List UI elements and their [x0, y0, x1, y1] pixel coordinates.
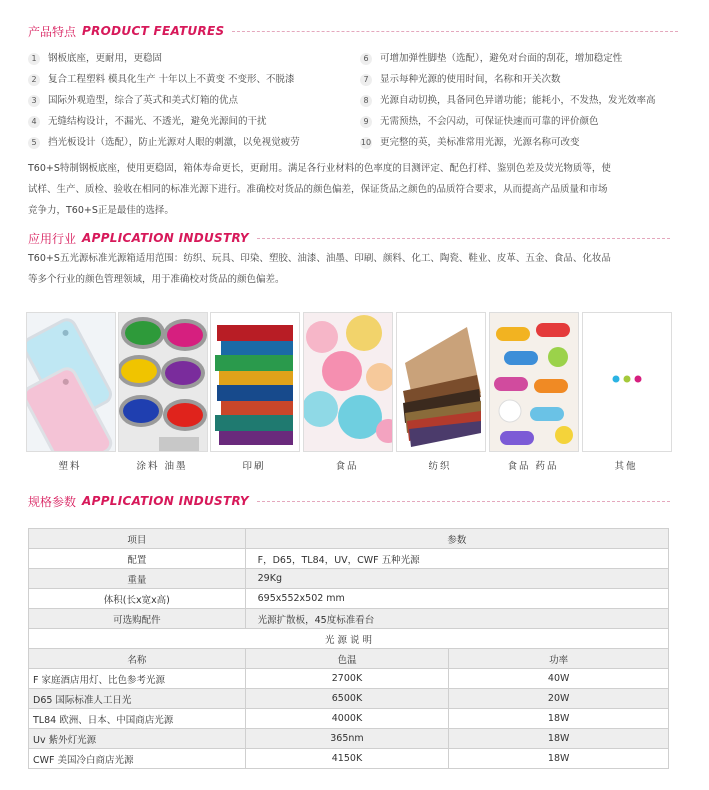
section-divider [257, 238, 670, 239]
light-name: D65 国际标准人工日光 [29, 689, 246, 709]
feature-text: 钢板底座，更耐用，更稳固 [48, 53, 163, 64]
gallery-label: 塑料 [58, 461, 82, 472]
gallery-label: 其他 [614, 461, 638, 472]
pills-picture [490, 313, 578, 451]
other-image [582, 312, 672, 452]
fabrics-picture [397, 313, 485, 451]
feature-text: 更完整的英，美标准常用光源，光源名称可改变 [380, 137, 580, 148]
feature-text: 显示每种光源的使用时间，名称和开关次数 [380, 74, 561, 85]
feature-item [360, 73, 561, 87]
feature-item [360, 94, 656, 108]
table-row [29, 729, 669, 749]
light-power: 40W [449, 669, 669, 689]
light-name: Uv 紫外灯光源 [29, 729, 246, 749]
light-temp: 4000K [245, 709, 449, 729]
gallery-label: 涂料 油墨 [136, 461, 188, 472]
spec-title-en: APPLICATION INDUSTRY [82, 494, 249, 508]
table-row [29, 609, 669, 629]
feature-number: 8 [360, 95, 372, 107]
feature-number: 3 [28, 95, 40, 107]
feature-number: 5 [28, 137, 40, 149]
feature-item [360, 52, 622, 66]
light-temp: 6500K [245, 689, 449, 709]
light-title-row [29, 629, 669, 649]
light-header-temp: 色温 [245, 649, 449, 669]
medicine-image [489, 312, 579, 452]
header-item: 项目 [29, 529, 246, 549]
spec-value: 695x552x502 mm [245, 589, 668, 609]
spec-key: 可选购配件 [29, 609, 246, 629]
industry-line: T60+S五光源标准光源箱适用范围：纺织、玩具、印染、塑胶、油漆、油墨、印刷、颜料、化工、陶瓷、鞋业、皮革、五金、食品、化妆品 [28, 253, 611, 264]
feature-number: 1 [28, 53, 40, 65]
feature-text: 无缝结构设计，不漏光、不透光，避免光源间的干扰 [48, 116, 267, 127]
table-row [29, 689, 669, 709]
industry-title-en: APPLICATION INDUSTRY [82, 231, 249, 245]
section-divider [232, 31, 678, 32]
table-row [29, 669, 669, 689]
phone-cases-picture [27, 313, 115, 451]
feature-item [28, 94, 238, 108]
header-param: 参数 [245, 529, 668, 549]
spec-key: 配置 [29, 549, 246, 569]
feature-number: 9 [360, 116, 372, 128]
three-dots-icon [583, 313, 671, 451]
industry-section-title [28, 229, 670, 247]
table-row [29, 549, 669, 569]
feature-number: 7 [360, 74, 372, 86]
spec-value: 光源扩散板，45度标准看台 [245, 609, 668, 629]
industry-title-cn: 应用行业 [28, 231, 77, 246]
spec-value: 29Kg [245, 569, 668, 589]
feature-number: 4 [28, 116, 40, 128]
spec-section-title [28, 492, 670, 510]
plastic-image [26, 312, 116, 452]
intro-line: 试样、生产、质检、验收在相同的标准光源下进行。准确校对货品的颜色偏差，保证货品之颜色的品质符合要求，从而提高产品质量和市场 [28, 184, 608, 195]
light-temp: 4150K [245, 749, 449, 769]
gallery-label: 纺织 [428, 461, 452, 472]
light-name: TL84 欧洲、日本、中国商店光源 [29, 709, 246, 729]
light-power: 20W [449, 689, 669, 709]
table-row [29, 589, 669, 609]
light-power: 18W [449, 729, 669, 749]
feature-item [360, 115, 599, 129]
light-section-title: 光 源 说 明 [29, 629, 669, 649]
feature-number: 2 [28, 74, 40, 86]
paint-image [118, 312, 208, 452]
spec-table [28, 528, 669, 769]
feature-text: 复合工程塑料 模具化生产 十年以上不黄变 不变形、不脱漆 [48, 74, 295, 85]
industry-line: 等多个行业的颜色管理领域，用于准确校对货品的颜色偏差。 [28, 274, 285, 285]
intro-line: 竞争力，T60+S正是最佳的选择。 [28, 205, 174, 216]
books-picture [211, 313, 299, 451]
table-row [29, 569, 669, 589]
gallery-label: 食品 药品 [507, 461, 559, 472]
feature-text: 无需预热，不会闪动，可保证快速而可靠的评价颜色 [380, 116, 599, 127]
features-title-cn: 产品特点 [28, 24, 77, 39]
features-title-en: PRODUCT FEATURES [82, 24, 225, 38]
light-header-power: 功率 [449, 649, 669, 669]
feature-number: 6 [360, 53, 372, 65]
feature-text: 国际外观造型，综合了英式和美式灯箱的优点 [48, 95, 239, 106]
table-row [29, 709, 669, 729]
textile-image [396, 312, 486, 452]
features-section-title [28, 22, 678, 40]
light-temp: 2700K [245, 669, 449, 689]
feature-item [28, 115, 267, 129]
gallery-label: 印刷 [242, 461, 266, 472]
light-header-row [29, 649, 669, 669]
paint-cans-picture [119, 313, 207, 451]
spec-key: 重量 [29, 569, 246, 589]
candies-picture [304, 313, 392, 451]
intro-line: T60+S特制钢板底座，使用更稳固，箱体寿命更长，更耐用。满足各行业材料的色率度的目测评定、配色打样、鉴别色差及荧光物质等，使 [28, 163, 611, 174]
printing-image [210, 312, 300, 452]
feature-item [28, 136, 300, 150]
section-divider [257, 501, 670, 502]
intro-paragraph [28, 158, 688, 221]
feature-item [28, 52, 162, 66]
feature-text: 可增加弹性脚垫（选配），避免对台面的刮花，增加稳定性 [380, 53, 623, 64]
spec-key: 体积(长x宽x高) [29, 589, 246, 609]
light-header-name: 名称 [29, 649, 246, 669]
light-power: 18W [449, 749, 669, 769]
table-row [29, 749, 669, 769]
feature-item [28, 73, 295, 87]
spec-value: F，D65，TL84，UV，CWF 五种光源 [245, 549, 668, 569]
feature-text: 光源自动切换，具备同色异谱功能；能耗小，不发热，发光效率高 [380, 95, 656, 106]
light-temp: 365nm [245, 729, 449, 749]
table-header-row [29, 529, 669, 549]
light-name: F 家庭酒店用灯、比色参考光源 [29, 669, 246, 689]
gallery-label: 食品 [335, 461, 359, 472]
spec-title-cn: 规格参数 [28, 494, 77, 509]
feature-item [360, 136, 580, 150]
feature-number: 10 [360, 138, 372, 147]
food-image [303, 312, 393, 452]
feature-text: 挡光板设计（选配），防止光源对人眼的刺激，以免视觉疲劳 [48, 137, 300, 148]
light-power: 18W [449, 709, 669, 729]
light-name: CWF 美国冷白商店光源 [29, 749, 246, 769]
industry-paragraph [28, 248, 688, 290]
